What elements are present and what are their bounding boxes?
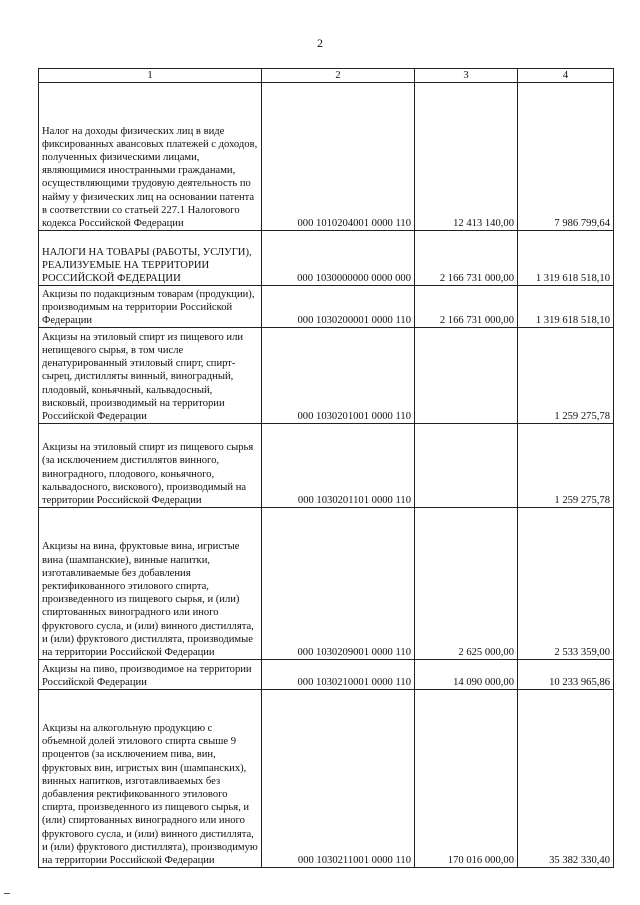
scan-margin-mark (4, 893, 10, 894)
table-row (39, 660, 614, 690)
actual-amount-cell: 2 533 359,00 (518, 508, 614, 660)
budget-code-cell: 000 1010204001 0000 110 (262, 83, 415, 231)
revenue-name-cell: Акцизы на вина, фруктовые вина, игристые вина (шампанские), винные напитки, изготавливаемые без добавления ректификованного этилового спирта, произведенного из пищевого сырья, и (или) спиртованных виноградного или иного фруктового сусла, и (или) винного дистиллята, и (или) фруктового дистиллята, производимые на территории Российской Федерации (39, 508, 262, 660)
column-header: 1 (39, 69, 262, 83)
column-number-row (39, 69, 614, 83)
actual-amount-cell: 35 382 330,40 (518, 690, 614, 868)
page-number: 2 (317, 36, 323, 50)
plan-amount-cell: 170 016 000,00 (415, 690, 518, 868)
budget-code-cell: 000 1030200001 0000 110 (262, 286, 415, 328)
actual-amount-cell: 1 259 275,78 (518, 328, 614, 424)
revenue-name-cell: Акцизы на алкогольную продукцию с объемной долей этилового спирта свыше 9 процентов (за исключением пива, вин, фруктовых вин, игристых вин (шампанских), винных напитков, изготавливаемых без добавления ректификованного этилового спирта, произведенного из пищевого сырья, и (или) спиртованных виноградного или иного фруктового сусла, и (или) винного дистиллята, и (или) фруктового дистиллята), производимую на территории Российской Федерации (39, 690, 262, 868)
budget-code-cell: 000 1030211001 0000 110 (262, 690, 415, 868)
table-row (39, 508, 614, 660)
actual-amount-cell: 1 319 618 518,10 (518, 286, 614, 328)
column-header: 4 (518, 69, 614, 83)
actual-amount-cell: 1 259 275,78 (518, 424, 614, 508)
table-row (39, 83, 614, 231)
column-header: 2 (262, 69, 415, 83)
revenue-name-cell: Акцизы на этиловый спирт из пищевого сырья (за исключением дистиллятов винного, виноградного, плодового, коньячного, кальвадосного, вискового), производимый на территории Российской Федерации (39, 424, 262, 508)
table-row (39, 231, 614, 286)
actual-amount-cell: 1 319 618 518,10 (518, 231, 614, 286)
column-header: 3 (415, 69, 518, 83)
plan-amount-cell: 12 413 140,00 (415, 83, 518, 231)
revenue-name-cell: Налог на доходы физических лиц в виде фиксированных авансовых платежей с доходов, полученных физическими лицами, являющимися иностранными гражданами, осуществляющими трудовую деятельность по найму у физических лиц на основании патента в соответствии со статьей 227.1 Налогового кодекса Российской Федерации (39, 83, 262, 231)
budget-revenue-table (38, 68, 614, 868)
plan-amount-cell (415, 424, 518, 508)
budget-code-cell: 000 1030201101 0000 110 (262, 424, 415, 508)
table-row (39, 328, 614, 424)
revenue-name-cell: Акцизы на пиво, производимое на территории Российской Федерации (39, 660, 262, 690)
budget-code-cell: 000 1030201001 0000 110 (262, 328, 415, 424)
plan-amount-cell: 2 625 000,00 (415, 508, 518, 660)
table-row (39, 424, 614, 508)
budget-code-cell: 000 1030210001 0000 110 (262, 660, 415, 690)
table-row (39, 690, 614, 868)
budget-code-cell: 000 1030209001 0000 110 (262, 508, 415, 660)
revenue-name-cell: НАЛОГИ НА ТОВАРЫ (РАБОТЫ, УСЛУГИ), РЕАЛИЗУЕМЫЕ НА ТЕРРИТОРИИ РОССИЙСКОЙ ФЕДЕРАЦИИ (39, 231, 262, 286)
revenue-name-cell: Акцизы на этиловый спирт из пищевого или непищевого сырья, в том числе денатурированный этиловый спирт, спирт-сырец, дистилляты винный, виноградный, плодовый, коньячный, кальвадосный, висковый, производимый на территории Российской Федерации (39, 328, 262, 424)
plan-amount-cell (415, 328, 518, 424)
budget-code-cell: 000 1030000000 0000 000 (262, 231, 415, 286)
actual-amount-cell: 10 233 965,86 (518, 660, 614, 690)
plan-amount-cell: 14 090 000,00 (415, 660, 518, 690)
table-row (39, 286, 614, 328)
revenue-name-cell: Акцизы по подакцизным товарам (продукции), производимым на территории Российской Федерации (39, 286, 262, 328)
actual-amount-cell: 7 986 799,64 (518, 83, 614, 231)
plan-amount-cell: 2 166 731 000,00 (415, 231, 518, 286)
plan-amount-cell: 2 166 731 000,00 (415, 286, 518, 328)
